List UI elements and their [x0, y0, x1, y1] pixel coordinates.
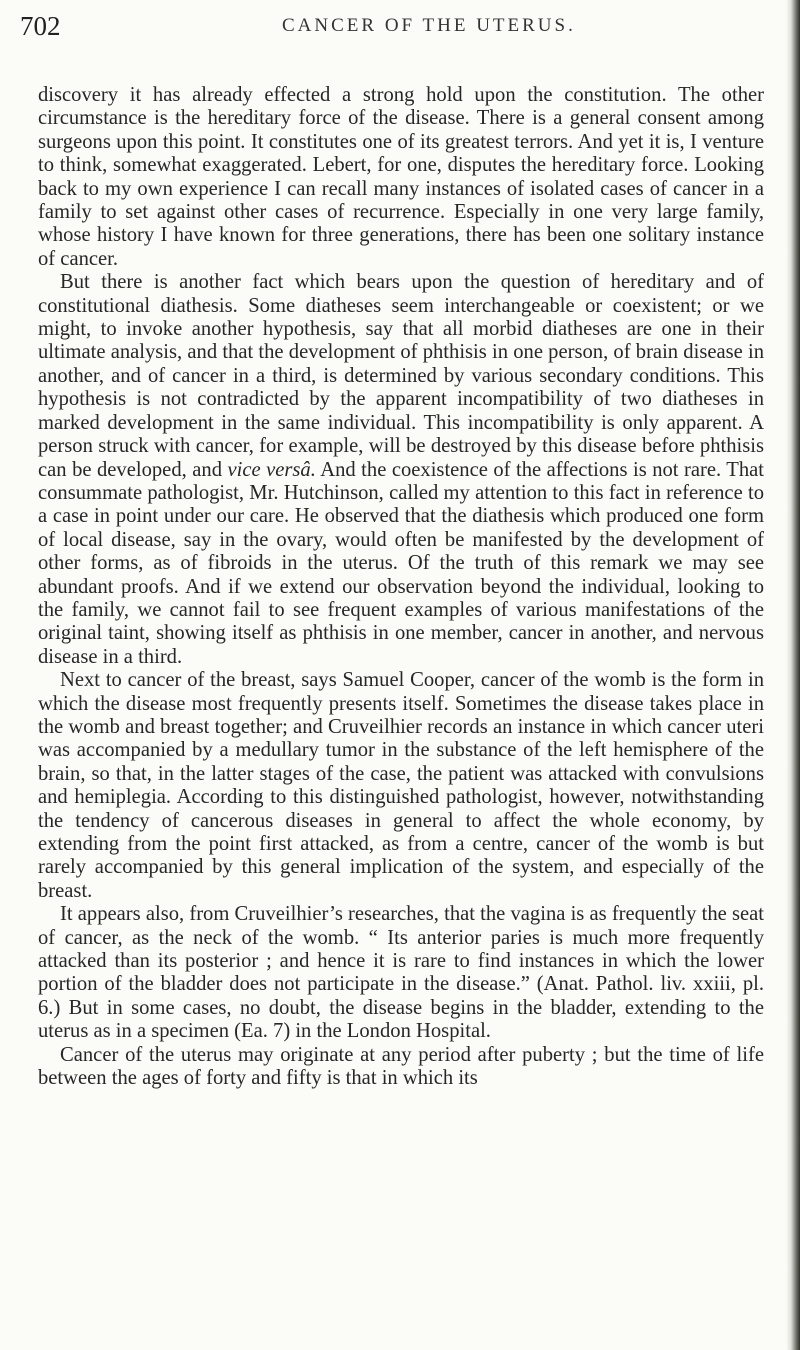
- paragraph: [38, 271, 764, 669]
- paragraph: discovery it has already effected a strong hold upon the constitution. The other circumstance is the hereditary force of the disease. There is a general consent among surgeons upon this point. It constitutes one of its greatest terrors. And yet it is, I venture to think, somewhat exaggerated. Lebert, for one, disputes the hereditary force. Looking back to my own experience I can recall many instances of isolated cases of cancer in a family to set against other cases of recurrence. Especially in one very large family, whose history I have known for three generations, there has been one solitary instance of cancer.: [38, 84, 764, 270]
- page-header: [20, 6, 780, 46]
- paragraph-text: And the coexistence of the affections is not rare. That consummate pathologist, Mr. Hutchinson, called my attention to this fact in reference to a case in point under our care. He observed that the diathesis which produced one form of local disease, say in the ovary, would often be manifested by the development of other forms, as of fibroids in the uterus. Of the truth of this remark we may see abundant proofs. And if we extend our observation beyond the individual, looking to the family, we cannot fail to see frequent examples of various manifestations of the original taint, showing itself as phthisis in one member, cancer in another, and nervous disease in a third.: [38, 458, 764, 668]
- paragraph: It appears also, from Cruveilhier’s researches, that the vagina is as frequently the seat of cancer, as the neck of the womb. “ Its anterior paries is much more frequently attacked than its posterior ; and hence it is rare to find instances in which the lower portion of the bladder does not participate in the disease.” (Anat. Pathol. liv. xxiii, pl. 6.) But in some cases, no doubt, the disease begins in the bladder, extending to the uterus as in a specimen (Ea. 7) in the London Hospital.: [38, 903, 764, 1043]
- paragraph: Cancer of the uterus may originate at any period after puberty ; but the time of life between the ages of forty and fifty is that in which its: [38, 1043, 764, 1090]
- body-text: [38, 84, 764, 1090]
- running-head: CANCER OF THE UTERUS.: [282, 15, 576, 36]
- page-number: 702: [20, 11, 61, 41]
- italic-phrase: vice versâ.: [227, 458, 316, 481]
- paragraph: Next to cancer of the breast, says Samuel Cooper, cancer of the womb is the form in which the disease most frequently presents itself. Sometimes the disease takes place in the womb and breast together; and Cruveilhier records an instance in which cancer uteri was accompanied by a medullary tumor in the substance of the left hemisphere of the brain, so that, in the latter stages of the case, the patient was attacked with convulsions and hemiplegia. According to this distinguished pathologist, however, notwithstanding the tendency of cancerous diseases in general to affect the whole economy, by extending from the point first attacked, as from a centre, cancer of the womb is but rarely accompanied by this general implication of the system, and especially of the breast.: [38, 669, 764, 902]
- page-edge-shadow: [786, 0, 800, 1350]
- paragraph-text: But there is another fact which bears upon the question of hereditary and of constitutional diathesis. Some diatheses seem interchangeable or coexistent; or we might, to invoke another hypothesis, say that all morbid diatheses are one in their ultimate analysis, and that the development of phthisis in one person, of brain disease in another, and of cancer in a third, is determined by various secondary conditions. This hypothesis is not contradicted by the apparent incompatibility of two diatheses in marked development in the same individual. This incompatibility is only apparent. A person struck with cancer, for example, will be destroyed by this disease before phthisis can be developed, and: [38, 271, 764, 481]
